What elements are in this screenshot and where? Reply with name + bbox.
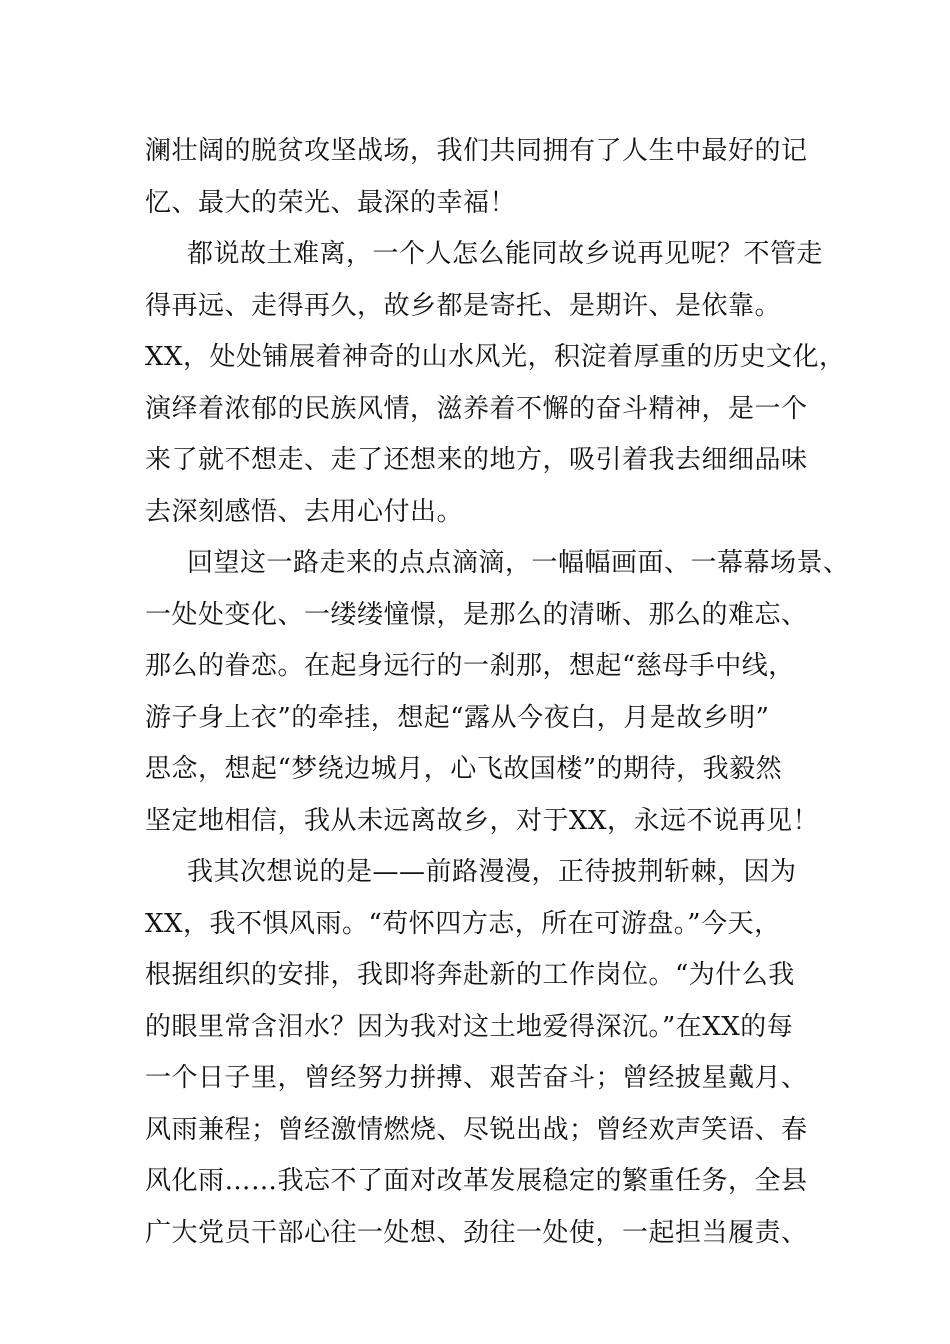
text-line: 坚定地相信，我从未远离故乡，对于XX，永远不说再见！ (145, 805, 820, 836)
text-line: 演绎着浓郁的民族风情，滋养着不懈的奋斗精神，是一个 (145, 393, 808, 424)
text-line: 忆、最大的荣光、最深的幸福！ (145, 187, 517, 218)
text-line: 澜壮阔的脱贫攻坚战场，我们共同拥有了人生中最好的记 (145, 136, 808, 166)
text-line: 去深刻感悟、去用心付出。 (145, 496, 464, 527)
text-line: 那么的眷恋。在起身远行的一刹那，想起“慈母手中线， (145, 651, 795, 681)
text-line: 的眼里常含泪水？因为我对这土地爱得深沉。”在XX的每 (145, 1011, 794, 1042)
paragraph-start-line: 我其次想说的是——前路漫漫，正待披荆斩棘，因为 (187, 857, 797, 887)
text-line: 一个日子里，曾经努力拼搏、艰苦奋斗；曾经披星戴月、 (145, 1063, 808, 1093)
text-line: 游子身上衣”的牵挂，想起“露从今夜白，月是故乡明” (145, 702, 770, 733)
text-line: 一处处变化、一缕缕憧憬，是那么的清晰、那么的难忘、 (145, 599, 808, 630)
text-line: XX，处处铺展着神奇的山水风光，积淀着厚重的历史文化， (145, 342, 846, 372)
text-line: 来了就不想走、走了还想来的地方，吸引着我去细细品味 (145, 445, 808, 475)
paragraph-start-line: 都说故土难离，一个人怎么能同故乡说再见呢？不管走 (187, 239, 824, 269)
text-line: 风雨兼程；曾经激情燃烧、尽锐出战；曾经欢声笑语、春 (145, 1114, 808, 1145)
body-text (145, 126, 850, 1259)
text-line: 得再远、走得再久，故乡都是寄托、是期许、是依靠。 (145, 290, 782, 321)
text-line: 风化雨……我忘不了面对改革发展稳定的繁重任务，全县 (145, 1166, 808, 1196)
paragraph-start-line: 回望这一路走来的点点滴滴，一幅幅画面、一幕幕场景、 (187, 548, 850, 578)
text-line: 广大党员干部心往一处想、劲往一处使，一起担当履责、 (145, 1217, 808, 1248)
text-line: 根据组织的安排，我即将奔赴新的工作岗位。“为什么我 (145, 960, 795, 990)
text-line: 思念，想起“梦绕边城月，心飞故国楼”的期待，我毅然 (145, 754, 783, 784)
text-line: XX，我不惧风雨。“苟怀四方志，所在可游盘。”今天， (145, 908, 781, 939)
